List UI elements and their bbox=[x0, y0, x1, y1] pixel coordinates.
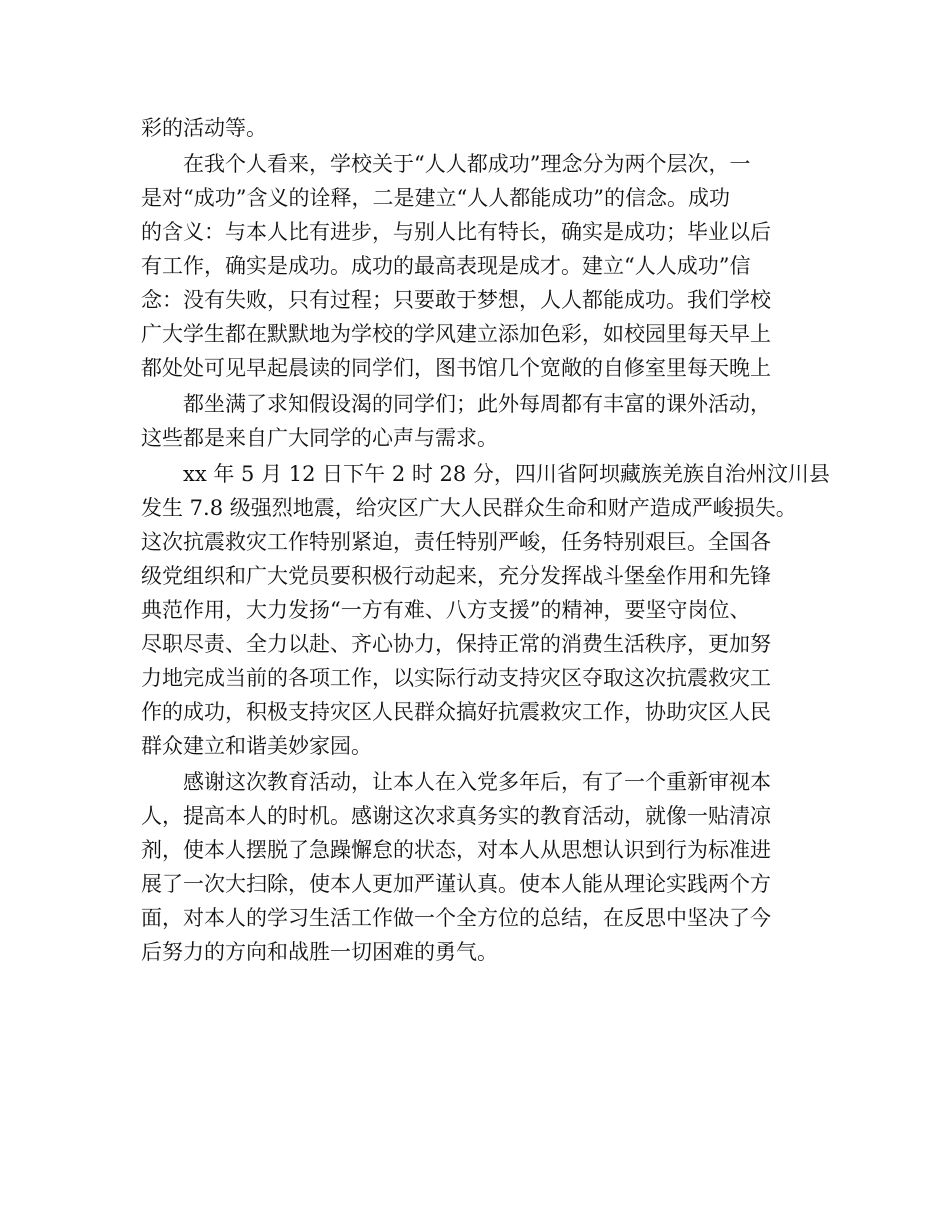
paragraph-success-concept bbox=[141, 147, 831, 385]
text-line: 人，提高本人的时机。感谢这次求真务实的教育活动，就像一贴清凉 bbox=[141, 804, 771, 828]
paragraph-earthquake-relief bbox=[141, 457, 831, 763]
text-line: 后努力的方向和战胜一切困难的勇气。 bbox=[141, 940, 498, 964]
text-line: 的含义：与本人比有进步，与别人比有特长，确实是成功；毕业以后 bbox=[141, 220, 771, 244]
text-line: 尽职尽责、全力以赴、齐心协力，保持正常的消费生活秩序，更加努 bbox=[141, 632, 771, 656]
paragraph-study-atmosphere bbox=[141, 387, 831, 455]
text-line: 彩的活动等。 bbox=[141, 116, 267, 140]
text-line: 群众建立和谐美妙家园。 bbox=[141, 734, 372, 758]
text-line: 念：没有失败，只有过程；只要敢于梦想，人人都能成功。我们学校 bbox=[141, 288, 771, 312]
text-line: 是对“成功”含义的诠释，二是建立“人人都能成功”的信念。成功 bbox=[141, 186, 730, 210]
text-line: 展了一次大扫除，使本人更加严谨认真。使本人能从理论实践两个方 bbox=[141, 872, 771, 896]
text-line: 级党组织和广大党员要积极行动起来，充分发挥战斗堡垒作用和先锋 bbox=[141, 564, 771, 588]
text-line: 感谢这次教育活动，让本人在入党多年后，有了一个重新审视本 bbox=[183, 770, 771, 794]
text-line: 力地完成当前的各项工作，以实际行动支持灾区夺取这次抗震救灾工 bbox=[141, 666, 771, 690]
text-line: 都处处可见早起晨读的同学们，图书馆几个宽敞的自修室里每天晚上 bbox=[141, 356, 771, 380]
text-line: 这些都是来自广大同学的心声与需求。 bbox=[141, 426, 498, 450]
text-line: 在我个人看来，学校关于“人人都成功”理念分为两个层次，一 bbox=[183, 152, 751, 176]
text-line: 有工作，确实是成功。成功的最高表现是成才。建立“人人成功”信 bbox=[141, 254, 751, 278]
text-line: 都坐满了求知假设渴的同学们；此外每周都有丰富的课外活动， bbox=[183, 392, 771, 416]
text-line: 剂，使本人摆脱了急躁懈怠的状态，对本人从思想认识到行为标准进 bbox=[141, 838, 771, 862]
text-line: 这次抗震救灾工作特别紧迫，责任特别严峻，任务特别艰巨。全国各 bbox=[141, 530, 771, 554]
text-line: xx 年 5 月 12 日下午 2 时 28 分，四川省阿坝藏族羌族自治州汶川县 bbox=[183, 462, 830, 486]
paragraph-continuation bbox=[141, 111, 831, 145]
paragraph-reflection bbox=[141, 765, 831, 969]
text-line: 发生 7.8 级强烈地震，给灾区广大人民群众生命和财产造成严峻损失。 bbox=[141, 496, 797, 520]
text-line: 面，对本人的学习生活工作做一个全方位的总结，在反思中坚决了今 bbox=[141, 906, 771, 930]
text-line: 作的成功，积极支持灾区人民群众搞好抗震救灾工作，协助灾区人民 bbox=[141, 700, 771, 724]
document-body bbox=[141, 111, 831, 969]
text-line: 广大学生都在默默地为学校的学风建立添加色彩，如校园里每天早上 bbox=[141, 322, 771, 346]
text-line: 典范作用，大力发扬“一方有难、八方支援”的精神，要坚守岗位、 bbox=[141, 598, 751, 622]
